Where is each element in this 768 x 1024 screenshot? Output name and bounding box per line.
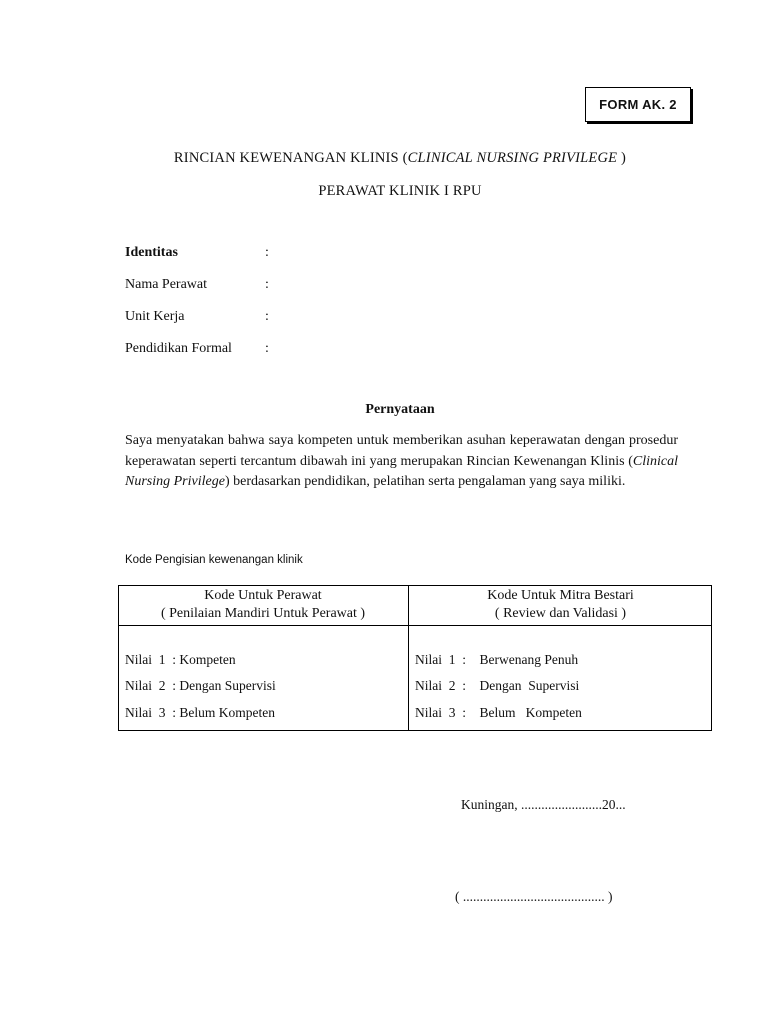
statement-part1: Saya menyatakan bahwa saya kompeten untuk memberikan asuhan keperawatan dengan prosedur keperawatan seperti tercantum dibawah ini yang merupakan Rincian Kewenangan Klinis ( (125, 433, 678, 469)
left-header-line1: Kode Untuk Perawat (204, 588, 322, 603)
left-header (118, 587, 408, 623)
left-header-line2: ( Penilaian Mandiri Untuk Perawat ) (160, 606, 366, 621)
right-header-line2: ( Review dan Validasi ) (494, 606, 627, 621)
statement-italic: Clinical Nursing Privilege (125, 453, 678, 489)
right-row-3: Nilai 3 : Belum Kompeten (415, 705, 582, 720)
field-unit-kerja-colon: : (265, 309, 269, 324)
form-code-box (585, 87, 691, 122)
statement-body (125, 431, 678, 493)
right-header-line1: Kode Untuk Mitra Bestari (487, 588, 634, 603)
table-divider-horizontal (118, 625, 712, 626)
title-prefix: RINCIAN KEWENANGAN KLINIS ( (173, 150, 408, 166)
left-row-3: Nilai 3 : Belum Kompeten (125, 705, 275, 720)
field-nama-perawat-colon: : (265, 277, 269, 292)
right-row-2: Nilai 2 : Dengan Supervisi (415, 678, 580, 693)
form-code-label: FORM AK. 2 (599, 97, 677, 112)
right-header (409, 587, 712, 623)
field-pendidikan-formal-colon: : (265, 341, 269, 356)
statement-title: Pernyataan (365, 402, 435, 417)
document-subtitle: PERAWAT KLINIK I RPU (318, 183, 482, 199)
field-pendidikan-formal: Pendidikan Formal (125, 341, 232, 356)
right-row-1: Nilai 1 : Berwenang Penuh (415, 652, 579, 667)
statement-part2: ) berdasarkan pendidikan, pelatihan serta pengalaman yang saya miliki. (224, 474, 626, 489)
document-title (0, 150, 768, 167)
field-nama-perawat: Nama Perawat (125, 277, 208, 292)
left-row-1: Nilai 1 : Kompeten (125, 652, 236, 667)
field-unit-kerja: Unit Kerja (125, 309, 185, 324)
identity-colon: : (265, 245, 269, 260)
code-caption: Kode Pengisian kewenangan klinik (125, 554, 303, 566)
left-row-2: Nilai 2 : Dengan Supervisi (125, 678, 276, 693)
title-italic: CLINICAL NURSING PRIVILEGE (407, 150, 618, 166)
place-date: Kuningan, ........................20... (461, 797, 626, 812)
identity-heading: Identitas (125, 245, 178, 260)
title-suffix: ) (617, 150, 627, 166)
signature-line: ( .......................................... ) (455, 889, 613, 904)
